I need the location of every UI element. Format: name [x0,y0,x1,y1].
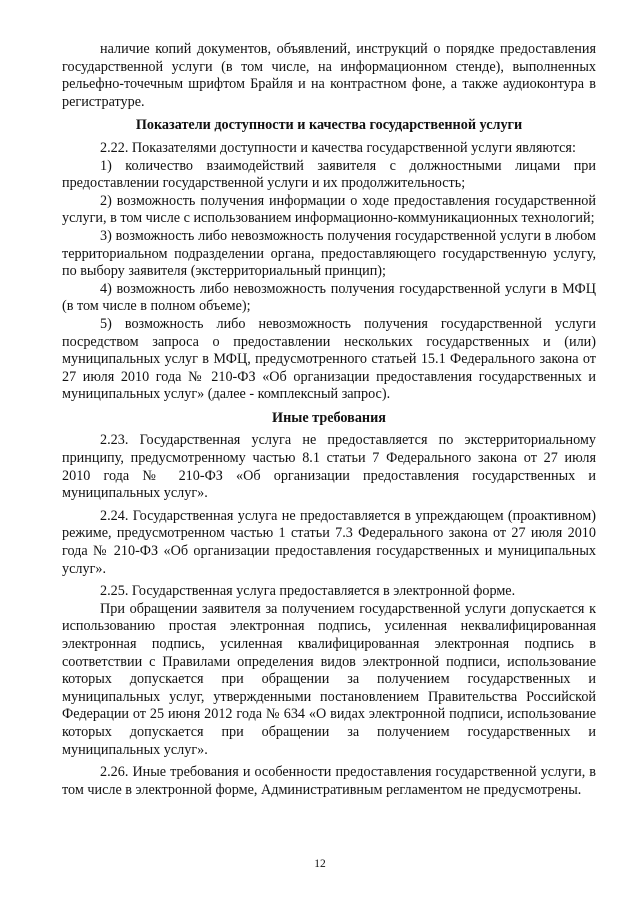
list-item-5: 5) возможность либо невозможность получения государственной услуги посредством запроса о предоставлении нескольких государственных и (или) муниципальных услуг в МФЦ, предусмотренного статьей 15.1 Федерального закона от 27 июля 2010 года № 210-ФЗ «Об организации предоставления государственных и муниципальных услуг» (далее - комплексный запрос). [62,315,596,403]
paragraph-accessibility-continuation: наличие копий документов, объявлений, инструкций о порядке предоставления государственной услуги (в том числе, на информационном стенде), выполненных рельефно-точечным шрифтом Брайля и на контрастном фоне, а также аудиоконтура в регистратуре. [62,41,596,110]
paragraph-2-26: 2.26. Иные требования и особенности предоставления государственной услуги, в том числе в электронной форме, Административным регламентом не предусмотрены. [62,764,596,798]
list-item-3: 3) возможность либо невозможность получения государственной услуги в любом территориальном подразделении органа, предоставляющего государственную услугу, по выбору заявителя (экстерриториальный принцип); [62,227,596,280]
heading-accessibility-quality: Показатели доступности и качества государственной услуги [135,117,523,134]
list-item-4: 4) возможность либо невозможность получения государственной услуги в МФЦ (в том числе в полном объеме); [62,280,596,315]
document-page [62,41,596,799]
paragraph-2-25: 2.25. Государственная услуга предоставляется в электронной форме. [100,583,516,600]
page-number: 12 [314,858,326,870]
paragraph-2-24: 2.24. Государственная услуга не предоставляется в упреждающем (проактивном) режиме, предусмотренном частью 1 статьи 7.3 Федерального закона от 27 июля 2010 года № 210-ФЗ «Об организации предоставления государственных и муниципальных услуг». [62,507,596,577]
list-item-2: 2) возможность получения информации о ходе предоставления государственной услуги, в том числе с использованием информационно-коммуникационных технологий; [62,192,596,227]
list-item-1: 1) количество взаимодействий заявителя с должностными лицами при предоставлении государственной услуги и их продолжительность; [62,157,596,192]
paragraph-2-22: 2.22. Показателями доступности и качества государственной услуги являются: [100,139,576,156]
paragraph-2-23: 2.23. Государственная услуга не предоставляется по экстерриториальному принципу, предусмотренному частью 8.1 статьи 7 Федерального закона от 27 июля 2010 года № 210-ФЗ «Об организации предоставления государственных и муниципальных услуг». [62,432,596,502]
heading-other-requirements: Иные требования [272,409,386,426]
paragraph-electronic-signature: При обращении заявителя за получением государственной услуги допускается к использованию простая электронная подпись, усиленная неквалифицированная электронная подпись, усиленная квалифицированная электронная подпись в соответствии с Правилами определения видов электронной подписи, использование которых допускается при обращении за получением государственных и муниципальных услуг, утвержденными постановлением Правительства Российской Федерации от 25 июня 2012 года № 634 «О видах электронной подписи, использование которых допускается при обращении за получением государственных и муниципальных услуг». [62,600,596,758]
